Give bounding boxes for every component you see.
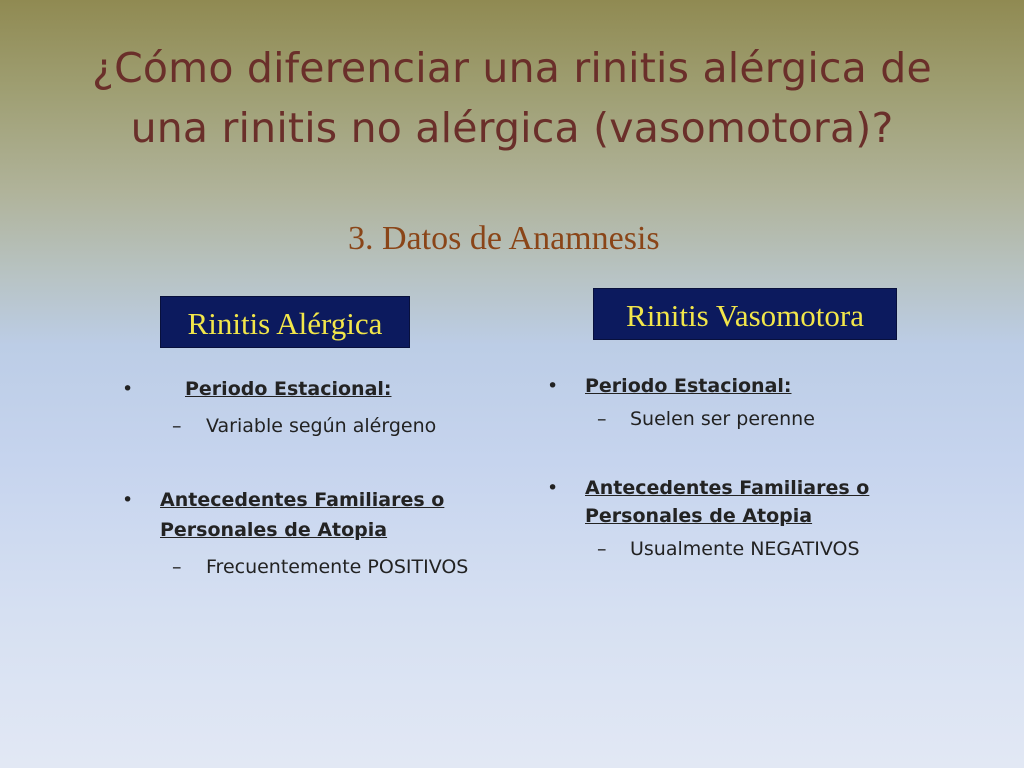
section-subtitle: 3. Datos de Anamnesis (348, 220, 660, 257)
title-line-1: ¿Cómo diferenciar una rinitis alérgica de (92, 44, 932, 92)
dash-icon: – (172, 556, 182, 578)
dash-icon: – (597, 538, 607, 560)
header-rinitis-alergica: Rinitis Alérgica (160, 296, 410, 348)
left-item2-heading-line1: Antecedentes Familiares o (160, 489, 445, 511)
right-item2-heading-line1: Antecedentes Familiares o (585, 477, 870, 499)
bullet-icon: • (122, 378, 134, 400)
right-item2-heading-line2: Personales de Atopia (585, 505, 813, 527)
left-item1-detail: Variable según alérgeno (206, 415, 437, 437)
left-item1-heading: Periodo Estacional: (185, 378, 392, 400)
title-line-2: una rinitis no alérgica (vasomotora)? (130, 104, 894, 152)
right-item2-detail: Usualmente NEGATIVOS (630, 538, 860, 560)
dash-icon: – (597, 408, 607, 430)
bullet-icon: • (547, 477, 559, 499)
left-item2-detail: Frecuentemente POSITIVOS (206, 556, 469, 578)
bullet-icon: • (547, 375, 559, 397)
dash-icon: – (172, 415, 182, 437)
header-rinitis-vasomotora: Rinitis Vasomotora (593, 288, 897, 340)
bullet-icon: • (122, 489, 134, 511)
left-item2-heading-line2: Personales de Atopia (160, 519, 388, 541)
right-item1-heading: Periodo Estacional: (585, 375, 792, 397)
right-item1-detail: Suelen ser perenne (630, 408, 815, 430)
